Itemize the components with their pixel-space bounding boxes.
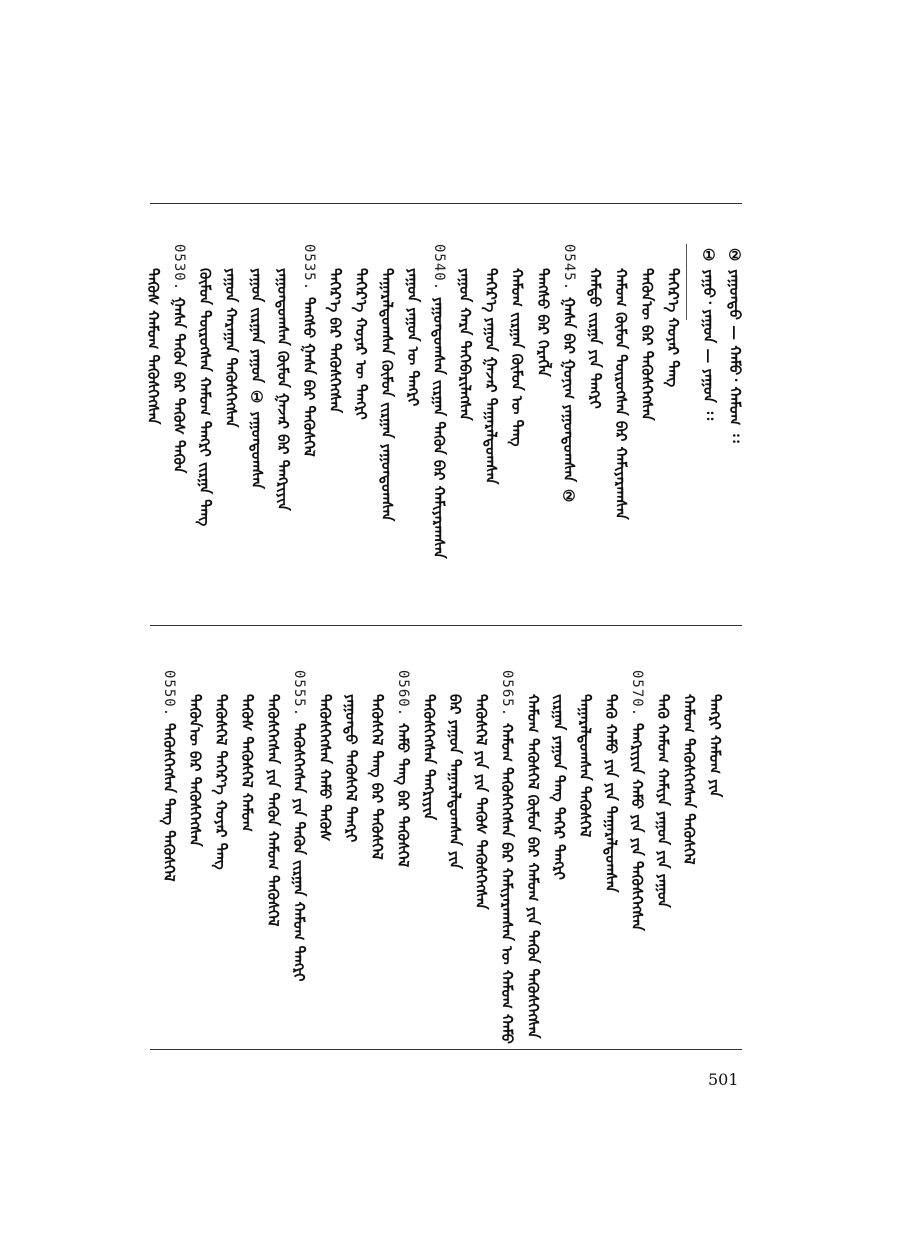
line-text: ᠬᠠᠮᠤᠭ ᠬᠦᠮᠦᠨ ᠲᠦᠷᠦᠭᠰᠡᠨ ᠪᠡᠷ ᠬᠠᠮᠢᠶᠠᠷᠠᠭᠰᠠᠨ — [612, 268, 630, 520]
verse-line — [190, 262, 220, 526]
verse-line — [336, 688, 366, 842]
line-text: ᠶᠠᠭᠤᠨᠳᠤᠭᠰᠠᠨ ᠬᠦᠮᠦᠨ ᠭᠠᠵᠠᠷ ᠪᠡᠷ ᠲᠡᠩᠷᠢᠶᠢᠨ — [274, 268, 292, 511]
line-number: 0535. — [301, 244, 317, 292]
line-text: ᠲᠡᠭᠦ ᠬᠠᠮᠤ ᠶᠢᠨ ᠶᠢᠨ ᠲᠠᠭᠠᠷᠠᠯᠳᠤᠭᠰᠠᠨ — [602, 694, 620, 893]
line-text: ᠲᠠᠭᠠᠷᠠᠯᠳᠤᠭᠰᠠᠨ ᠬᠦᠮᠦᠨ ᠵᠢᠷᠭᠠᠨ ᠶᠠᠭᠤᠨᠳᠤᠭᠰᠠᠨ — [378, 268, 396, 522]
middle-rule — [150, 625, 742, 626]
verse-line — [268, 262, 298, 511]
line-text: ᠭᠠᠰᠠ ᠪᠡᠷ ᠭᠤᠨᠢᠭ ᠶᠠᠭᠤᠨᠳᠤᠭᠰᠠᠨ ② — [560, 297, 578, 506]
verse-line — [232, 688, 262, 832]
verse-line — [544, 688, 574, 880]
line-text: ᠳᠡᠭᠡᠷ᠎ᠡ ᠶᠠᠭᠤᠨ ᠭᠠᠵᠠᠷ ᠲᠠᠭᠠᠷᠠᠯᠳᠤᠭᠰᠠᠨ — [482, 268, 500, 485]
line-text: ᠲᠡᠭᠦᠰᠬᠡᠭᠰᠡᠨ ᠶᠢᠨ ᠲᠡᠭᠦᠨ ᠬᠠᠮᠤᠭ ᠲᠡᠭᠦᠰᠬᠡᠯ — [264, 694, 282, 927]
verse-line — [310, 688, 340, 841]
line-text: ᠲᠠᠭᠠᠷᠠᠯᠳᠤᠭᠰᠠᠨ ᠲᠡᠭᠦᠰᠬᠡᠯ — [576, 694, 594, 838]
bottom-rule — [150, 1049, 742, 1050]
footnote-text: ② ᠶᠠᠭᠤᠨᠳᠤ — ᠬᠠᠮᠤ᠂ ᠬᠠᠮᠤᠭ ᠄᠄ — [726, 246, 744, 443]
verse-line — [466, 688, 496, 910]
line-text: ᠵᠢᠷᠭᠠᠨ ᠶᠠᠭᠤᠨ ᠲᠡᠩ ᠳᠡᠭᠡᠷ ᠲᠡᠩᠷᠢ — [550, 694, 568, 880]
verse-line — [580, 262, 610, 409]
line-text: ᠶᠠᠭᠤᠨ ᠬᠠᠷᠠ ᠲᠡᠭᠡᠪᠡᠷᠢᠯᠡᠭᠰᠡᠨ — [456, 268, 474, 421]
line-text: ᠲᠡᠭᠦᠰᠬᠡᠭᠰᠡᠨ ᠬᠠᠮᠤ ᠲᠡᠭᠦᠰ — [316, 694, 334, 842]
verse-line — [242, 262, 272, 489]
verse-line — [216, 262, 246, 427]
verse-line — [554, 244, 584, 505]
line-number: 0560. — [395, 670, 411, 718]
verse-line — [154, 670, 184, 882]
line-text: ᠶᠠᠭᠤᠨ ᠵᠢᠷᠭᠠᠨ ᠶᠠᠭᠤᠨ ① ᠶᠠᠭᠤᠨᠳᠤᠭᠰᠠᠨ — [248, 268, 266, 490]
verse-line — [362, 688, 392, 860]
line-number: 0570. — [629, 670, 645, 718]
verse-line — [622, 670, 652, 931]
line-text: ᠬᠠᠮᠲᠤ ᠵᠢᠷᠭᠠ ᠶᠢᠨ ᠲᠡᠩᠷᠢ — [586, 268, 604, 409]
top-rule — [150, 203, 742, 204]
verse-line — [648, 688, 678, 908]
line-text: ᠲᠡᠭᠦᠰᠬᠡᠯ ᠶᠢᠨ ᠶᠢᠨ ᠲᠡᠭᠦᠰ ᠲᠡᠭᠦᠰᠬᠡᠭᠰᠡᠨ — [472, 694, 490, 910]
line-text: ᠶᠠᠭᠤᠨᠳᠤ ᠲᠡᠭᠦᠰᠬᠡᠯ ᠲᠡᠩᠷᠢ — [342, 694, 360, 843]
line-text: ᠲᠡᠭᠦ ᠬᠠᠮᠤᠭ ᠬᠠᠮᠢᠶᠠ ᠶᠠᠭᠤᠨ ᠶᠢᠨ ᠶᠠᠭᠤᠨ — [654, 694, 672, 908]
line-text: ᠶᠠᠭᠤᠨᠳᠤᠭᠰᠠᠨ ᠵᠢᠷᠭᠠᠨ ᠲᠡᠭᠦᠨ ᠪᠡᠷ ᠬᠠᠮᠢᠶᠠᠷᠠᠭᠰᠠᠨ — [430, 297, 448, 559]
verse-line — [424, 244, 454, 559]
verse-line — [570, 688, 600, 837]
line-text: ᠬᠠᠮᠤᠭ ᠵᠢᠷᠭᠠᠨ ᠬᠦᠮᠦᠨ ᠦ ᠲᠡᠩ — [508, 268, 526, 447]
line-text: ᠲᠡᠩᠰᠦ ᠪᠡᠷ ᠬᠡᠷᠡᠭᠯᠡ — [534, 268, 552, 377]
line-number: 0550. — [161, 670, 177, 718]
verse-line — [674, 688, 704, 865]
line-text: ᠳᠡᠭᠡᠷ᠎ᠡ ᠬᠣᠶᠠᠷ ᠲᠡᠩ — [664, 268, 682, 388]
verse-line — [450, 262, 480, 421]
verse-line — [258, 688, 288, 926]
page-number: 501 — [708, 1070, 739, 1089]
line-number: 0545. — [561, 244, 577, 292]
line-text: ᠬᠠᠮᠤ ᠲᠡᠩ ᠪᠡᠷ ᠲᠡᠭᠦᠰᠬᠡᠯ — [394, 723, 412, 868]
line-text: ᠲᠡᠭᠦᠨ᠎ᠦ ᠪᠡᠷ ᠲᠡᠭᠦᠰᠬᠡᠭᠰᠡᠨ — [638, 268, 656, 421]
verse-line — [294, 244, 324, 457]
line-text: ᠪᠡᠷ ᠶᠠᠭᠤᠨ ᠲᠠᠭᠠᠷᠠᠯᠳᠤᠭᠰᠠᠨ ᠶᠢᠨ — [446, 694, 464, 870]
line-text: ᠬᠦᠮᠦᠨ ᠲᠦᠷᠦᠭᠰᠡᠨ ᠬᠠᠮᠤᠭ ᠲᠡᠩᠷᠢ ᠵᠢᠷᠭᠠ ᠲᠡᠩ — [196, 268, 214, 527]
line-text: ᠬᠠᠮᠤᠭ ᠲᠡᠭᠦᠰᠬᠡᠯ ᠬᠦᠮᠦᠨ ᠪᠡᠷ ᠬᠠᠮᠤᠭ ᠶᠢᠨ ᠲᠡᠭᠦᠨ ᠲᠡᠭᠦᠰᠬᠡᠭᠰᠡᠨ — [524, 694, 542, 1039]
verse-line — [372, 262, 402, 521]
line-text: ᠬᠠᠮᠤᠭ ᠲᠡᠭᠦᠰᠬᠡᠭᠰᠡᠨ ᠪᠡᠷ ᠬᠠᠮᠢᠶᠠᠷᠠᠭᠰᠠᠨ ᠦ ᠬᠠᠮᠤᠭ ᠬᠠᠮᠤ — [498, 723, 516, 1045]
verse-line — [206, 688, 236, 870]
verse-line — [346, 262, 376, 420]
verse-line — [606, 262, 636, 520]
line-text: ᠲᠡᠭᠦᠰ ᠬᠠᠮᠤᠭ ᠲᠡᠭᠦᠰᠬᠡᠭᠰᠡᠨ — [144, 268, 162, 425]
line-text: ᠲᠡᠭᠦᠰᠬᠡᠯ ᠲᠡᠩ ᠪᠡᠷ ᠲᠡᠭᠦᠰᠬᠡᠯ — [368, 694, 386, 860]
line-text: ᠲᠡᠭᠦᠰ ᠲᠡᠭᠦᠰᠬᠡᠯ ᠬᠠᠮᠤᠭ — [238, 694, 256, 832]
verse-line — [180, 688, 210, 847]
verse-line — [502, 262, 532, 447]
verse-line — [440, 688, 470, 869]
verse-line — [476, 262, 506, 484]
verse-line — [284, 670, 314, 982]
line-text: ᠲᠡᠭᠦᠰᠬᠡᠭᠰᠡᠨ ᠲᠡᠩ ᠲᠡᠭᠦᠰᠬᠡᠯ — [160, 723, 178, 882]
line-text: ᠲᠡᠩᠰᠦ ᠭᠠᠰᠠ ᠪᠡᠷ ᠲᠡᠭᠦᠰᠬᠡᠯ — [300, 297, 318, 457]
verse-line — [138, 262, 168, 424]
verse-line — [398, 262, 428, 406]
line-text: ᠲᠡᠩᠷᠢᠶᠢᠨ ᠬᠠᠮᠤ ᠶᠢᠨ ᠶᠢᠨ ᠲᠡᠭᠦᠰᠬᠡᠭᠰᠡᠨ — [628, 723, 646, 932]
line-number: 0540. — [431, 244, 447, 292]
verse-line — [658, 262, 688, 387]
footnote-text: ① ᠶᠠᠭᠤ᠂ ᠶᠠᠭᠤᠨ — ᠶᠠᠭᠤᠨ ᠄᠄ — [700, 246, 718, 421]
verse-line — [414, 688, 444, 820]
line-number: 0555. — [291, 670, 307, 718]
line-text: ᠳᠡᠭᠡᠷ᠎ᠡ ᠬᠣᠶᠠᠷ ᠦ ᠲᠡᠩᠷᠢ — [352, 268, 370, 420]
verse-line — [518, 688, 548, 1038]
line-number: 0565. — [499, 670, 515, 718]
line-text: ᠲᠡᠭᠦᠰᠬᠡᠭᠰᠡᠨ ᠶᠢᠨ ᠲᠡᠭᠦᠨ ᠵᠢᠷᠭᠠᠨ ᠬᠠᠮᠤᠭ ᠲᠡᠩᠷᠢ — [290, 723, 308, 982]
line-number: 0530. — [171, 244, 187, 292]
line-text: ᠳᠡᠭᠡᠷ᠎ᠡ ᠪᠡᠷ ᠲᠡᠭᠦᠰᠬᠡᠭᠰᠡᠨ — [326, 268, 344, 413]
verse-line — [632, 262, 662, 421]
line-text: ᠶᠠᠭᠤᠨ ᠶᠠᠭᠤᠨ ᠦ ᠲᠡᠩᠷᠢ — [404, 268, 422, 407]
line-text: ᠲᠡᠭᠦᠰᠬᠡᠭᠰᠡᠨ ᠲᠡᠩᠷᠢᠶᠢᠨ — [420, 694, 438, 821]
line-text: ᠲᠡᠩᠷᠢ ᠬᠠᠮᠤᠭ ᠶᠢᠨ — [706, 694, 724, 798]
footnote-2 — [720, 246, 750, 443]
line-text: ᠶᠠᠭᠤᠨ ᠬᠠᠷᠠᠭᠠᠨ ᠲᠡᠭᠦᠰᠬᠡᠭᠰᠡᠨ — [222, 268, 240, 428]
footnote-1 — [694, 246, 724, 420]
verse-line — [700, 688, 730, 797]
verse-line — [320, 262, 350, 413]
verse-line — [492, 670, 522, 1044]
verse-line — [164, 244, 194, 473]
verse-line — [528, 262, 558, 377]
line-text: ᠲᠡᠭᠦᠰᠬᠡᠯ ᠳᠡᠭᠡᠷ᠎ᠡ ᠬᠣᠶᠠᠷ ᠲᠡᠩ — [212, 694, 230, 870]
line-text: ᠲᠡᠭᠦᠨ᠎ᠦ ᠪᠡᠷ ᠲᠡᠭᠦᠰᠬᠡᠭᠰᠡᠨ — [186, 694, 204, 847]
line-text: ᠬᠠᠮᠤᠭ ᠲᠡᠭᠦᠰᠬᠡᠭᠰᠡᠨ ᠲᠡᠭᠦᠰᠬᠡᠯ — [680, 694, 698, 865]
verse-line — [388, 670, 418, 867]
verse-line — [596, 688, 626, 893]
line-text: ᠭᠠᠰᠠ ᠲᠡᠭᠦᠨ ᠪᠡᠷ ᠲᠡᠭᠦᠰ ᠲᠡᠭᠦᠨ — [170, 297, 188, 474]
